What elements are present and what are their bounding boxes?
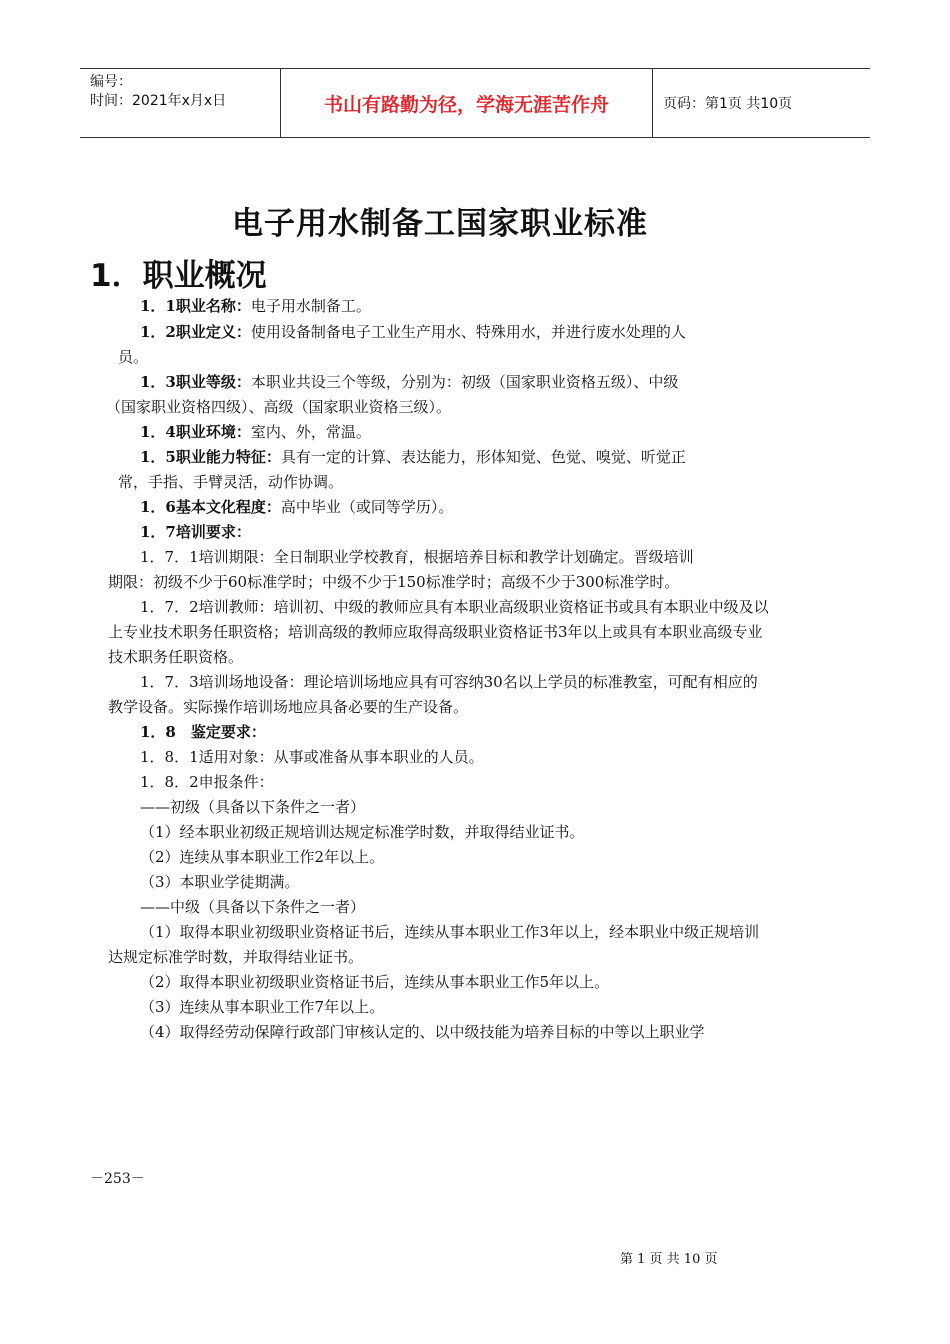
body-line <box>108 622 763 642</box>
body-line <box>140 972 609 992</box>
line-text: （2）取得本职业初级职业资格证书后，连续从事本职业工作5年以上。 <box>140 973 610 991</box>
line-heading: 1．4职业环境： <box>140 423 251 441</box>
line-text: （国家职业资格四级）、高级（国家职业资格三级）。 <box>106 398 452 416</box>
line-text: 具有一定的计算、表达能力，形体知觉、色觉、嗅觉、听觉正 <box>280 448 686 466</box>
line-text: 1．8．2申报条件： <box>140 773 274 791</box>
line-text: （3）连续从事本职业工作7年以上。 <box>140 998 385 1016</box>
body-line <box>108 647 243 667</box>
body-line <box>140 372 678 392</box>
line-text: 常，手指、手臂灵活，动作协调。 <box>118 473 344 491</box>
body-line <box>140 296 371 316</box>
line-text: 1．7．1培训期限：全日制职业学校教育，根据培养目标和教学计划确定。晋级培训 <box>140 548 694 566</box>
line-text: 1．7．3培训场地设备：理论培训场地应具有可容纳30名以上学员的标准教室，可配有相应的 <box>140 673 758 691</box>
body-line <box>108 572 679 592</box>
body-line <box>140 522 251 542</box>
document-title: 电子用水制备工国家职业标准 <box>232 206 648 242</box>
body-line <box>140 772 274 792</box>
line-text: ——中级（具备以下条件之一者） <box>140 898 366 916</box>
body-line <box>140 597 769 617</box>
section-title: 1．职业概况 <box>90 258 267 294</box>
body-line <box>118 472 343 492</box>
line-heading: 1．8 鉴定要求： <box>140 723 266 741</box>
motto: 书山有路勤为径，学海无涯苦作舟 <box>281 69 653 137</box>
body-line <box>118 347 148 367</box>
line-heading: 1．1职业名称： <box>140 297 251 315</box>
body-line <box>140 1022 705 1042</box>
body-line <box>140 922 759 942</box>
header-table <box>80 68 870 138</box>
line-text: 达规定标准学时数，并取得结业证书。 <box>108 948 364 966</box>
line-text: 本职业共设三个等级，分别为：初级（国家职业资格五级）、中级 <box>250 373 679 391</box>
line-text: 室内、外，常温。 <box>250 423 371 441</box>
body-line <box>140 672 758 692</box>
line-heading: 1．3职业等级： <box>140 373 251 391</box>
body-line <box>140 547 694 567</box>
line-text: 教学设备。实际操作培训场地应具备必要的生产设备。 <box>108 698 469 716</box>
body-line <box>140 322 686 342</box>
body-line <box>140 422 371 442</box>
line-text: 使用设备制备电子工业生产用水、特殊用水，并进行废水处理的人 <box>250 323 686 341</box>
body-line <box>140 747 484 767</box>
line-heading: 1．5职业能力特征： <box>140 448 281 466</box>
body-line <box>140 847 384 867</box>
body-line <box>140 822 585 842</box>
body-line <box>140 997 384 1017</box>
body-line <box>108 697 468 717</box>
body-line <box>108 947 363 967</box>
number-label: 编号： <box>90 74 132 90</box>
line-text: ——初级（具备以下条件之一者） <box>140 798 366 816</box>
page-label: 页码：第1页 共10页 <box>663 96 793 112</box>
line-text: 期限：初级不少于60标准学时；中级不少于150标准学时；高级不少于300标准学时。 <box>108 573 680 591</box>
line-text: （4）取得经劳动保障行政部门审核认定的、以中级技能为培养目标的中等以上职业学 <box>140 1023 705 1041</box>
line-text: 技术职务任职资格。 <box>108 648 244 666</box>
body-line <box>140 497 453 517</box>
body-line <box>140 722 266 742</box>
footer-page-number: －253－ <box>90 1171 145 1187</box>
line-text: 1．8．1适用对象：从事或准备从事本职业的人员。 <box>140 748 484 766</box>
body-line <box>140 797 365 817</box>
line-heading: 1．2职业定义： <box>140 323 251 341</box>
body-line <box>140 872 300 892</box>
time-label: 时间：2021年x月x日 <box>90 93 227 109</box>
line-text: （2）连续从事本职业工作2年以上。 <box>140 848 385 866</box>
footer-page-indicator: 第 1 页 共 10 页 <box>620 1252 718 1267</box>
line-heading: 1．6基本文化程度： <box>140 498 281 516</box>
line-text: 上专业技术职务任职资格；培训高级的教师应取得高级职业资格证书3年以上或具有本职业高级专业 <box>108 623 763 641</box>
line-text: （3）本职业学徒期满。 <box>140 873 300 891</box>
body-line <box>140 447 686 467</box>
line-text: 员。 <box>118 348 149 366</box>
line-text: 高中毕业（或同等学历）。 <box>280 498 454 516</box>
line-text: 1．7．2培训教师：培训初、中级的教师应具有本职业高级职业资格证书或具有本职业中级及以 <box>140 598 769 616</box>
body-line <box>140 897 365 917</box>
line-text: （1）取得本职业初级职业资格证书后，连续从事本职业工作3年以上，经本职业中级正规培训 <box>140 923 760 941</box>
body-line <box>106 397 451 417</box>
line-text: （1）经本职业初级正规培训达规定标准学时数，并取得结业证书。 <box>140 823 585 841</box>
line-text: 电子用水制备工。 <box>250 297 371 315</box>
line-heading: 1．7培训要求： <box>140 523 251 541</box>
header-info-cell <box>80 69 281 137</box>
